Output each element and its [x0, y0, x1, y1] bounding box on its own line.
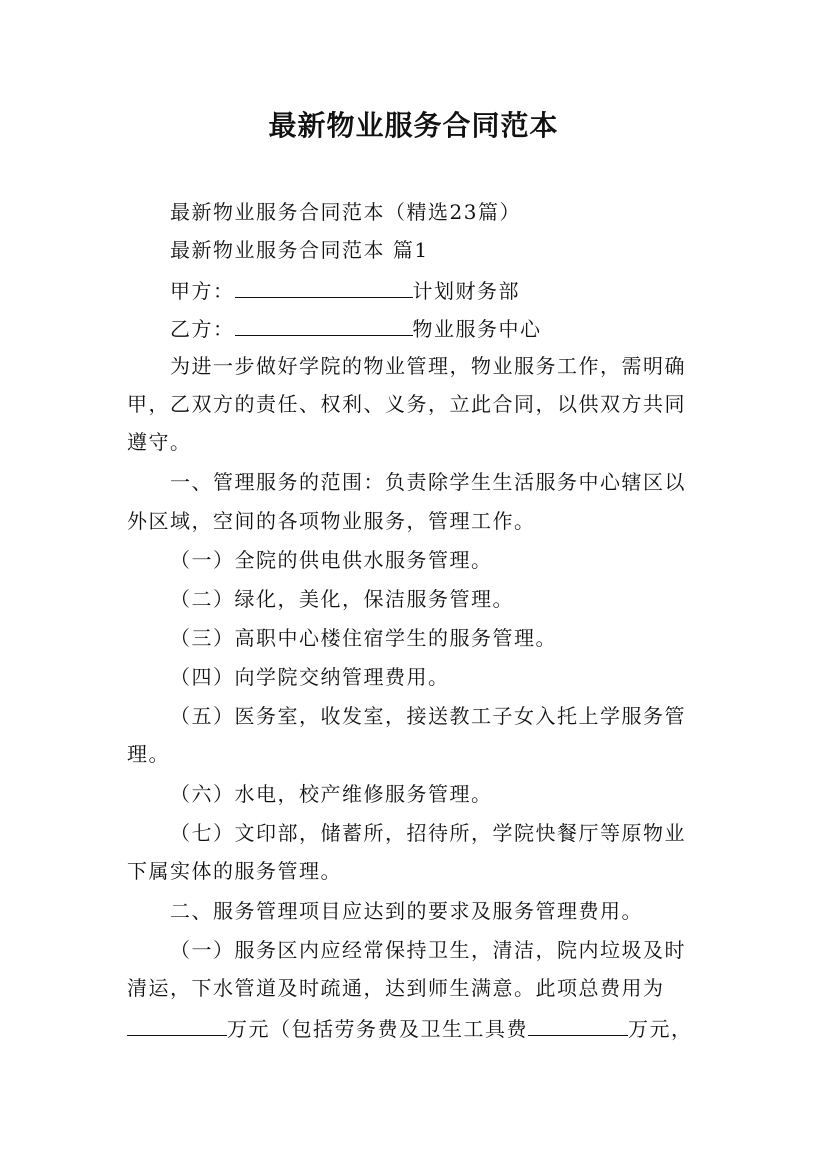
- paragraph-text: 万元，: [628, 1017, 693, 1041]
- subtitle: 最新物业服务合同范本（精选23篇）: [170, 200, 521, 224]
- list-item: （七）文印部，储蓄所，招待所，学院快餐厅等原物业: [170, 821, 686, 845]
- amount-blank: [528, 1015, 628, 1036]
- section-2-heading: 二、服务管理项目应达到的要求及服务管理费用。: [170, 899, 643, 923]
- list-item: （二）绿化，美化，保洁服务管理。: [170, 587, 514, 611]
- party-a-blank: [235, 277, 413, 298]
- party-b-blank: [235, 315, 413, 336]
- piece-heading: 最新物业服务合同范本 篇1: [170, 238, 429, 262]
- list-item: （一）服务区内应经常保持卫生，清洁，院内垃圾及时: [170, 938, 686, 962]
- party-a-label: 甲方：: [170, 279, 235, 303]
- party-b-line: [170, 315, 710, 341]
- list-item: （三）高职中心楼住宿学生的服务管理。: [170, 626, 557, 650]
- paragraph-line: 甲，乙双方的责任、权利、义务，立此合同，以供双方共同: [127, 392, 686, 416]
- paragraph-line: 为进一步做好学院的物业管理，物业服务工作，需明确: [170, 354, 686, 378]
- amount-blank: [127, 1015, 227, 1036]
- party-b-name: 物业服务中心: [412, 317, 542, 341]
- paragraph-line: 清运，下水管道及时疏通，达到师生满意。此项总费用为: [127, 976, 665, 1000]
- paragraph-line: 理。: [127, 742, 170, 766]
- section-1-heading: 一、管理服务的范围：负责除学生生活服务中心辖区以: [170, 470, 686, 494]
- list-item: （六）水电，校产维修服务管理。: [170, 782, 493, 806]
- party-a-name: 计划财务部: [412, 279, 520, 303]
- party-a-line: [170, 277, 710, 303]
- list-item: （五）医务室，收发室，接送教工子女入托上学服务管: [170, 704, 686, 728]
- paragraph-line: 遵守。: [127, 430, 192, 454]
- document-title: 最新物业服务合同范本: [268, 109, 559, 142]
- list-item: （四）向学院交纳管理费用。: [170, 665, 450, 689]
- paragraph-text: 万元（包括劳务费及卫生工具费: [227, 1017, 528, 1041]
- list-item: （一）全院的供电供水服务管理。: [170, 548, 493, 572]
- party-b-label: 乙方：: [170, 317, 235, 341]
- paragraph-line: [127, 1015, 707, 1041]
- paragraph-line: 下属实体的服务管理。: [127, 859, 342, 883]
- paragraph-line: 外区域，空间的各项物业服务，管理工作。: [127, 509, 536, 533]
